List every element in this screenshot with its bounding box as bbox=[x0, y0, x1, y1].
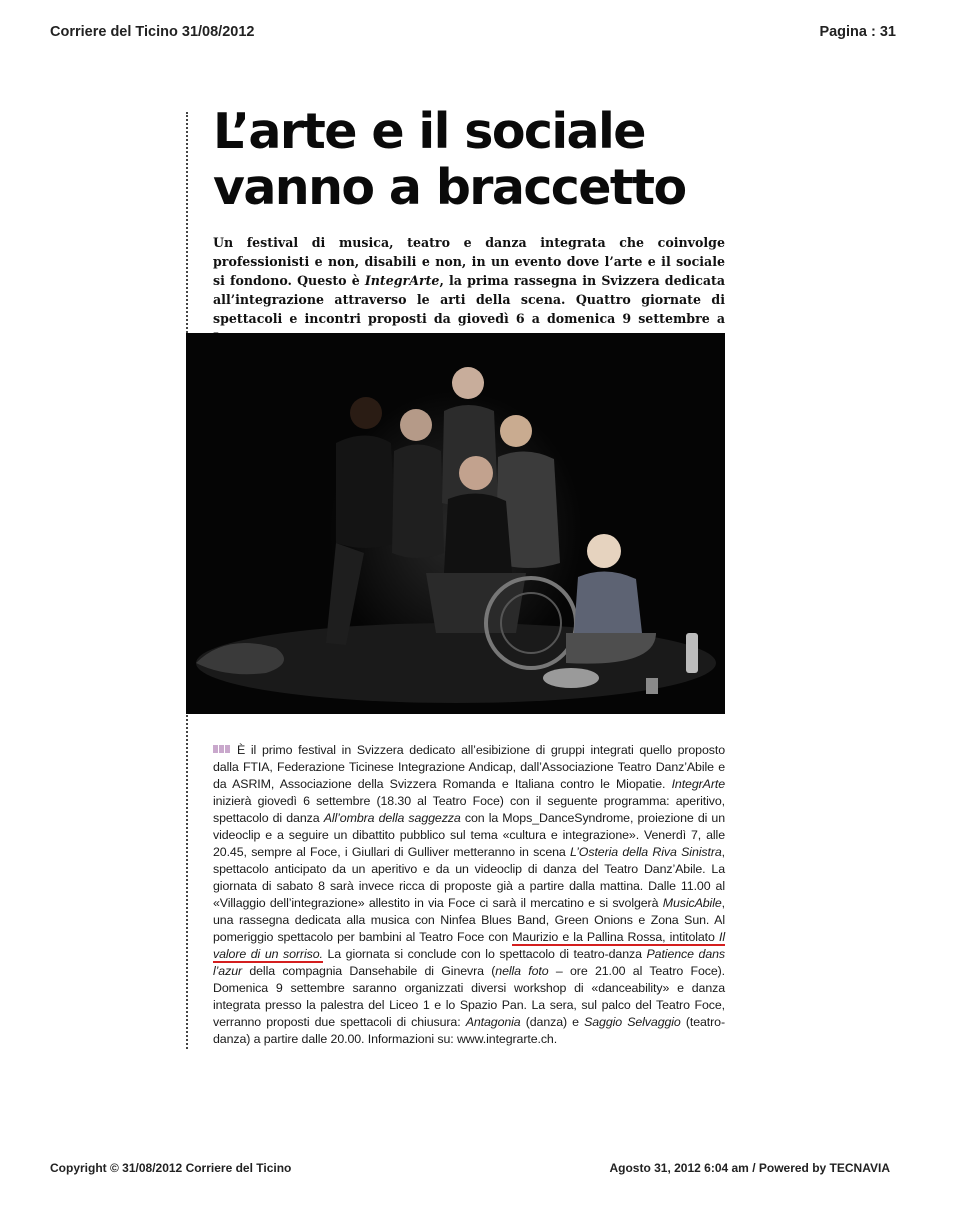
body-p1: È il primo festival in Svizzera dedicato all’esibizione di gruppi integrati quello proposto dalla FTIA, Federazione Ticinese Integrazione Andicap, dall’Associazione Teatro Danz’Abile e da ASRIM, Associazione della Svizzera Romanda e Italiana contro le Miopatie. bbox=[213, 743, 725, 791]
body-i3: L’Osteria della Riva Sinistra bbox=[570, 845, 722, 859]
newspaper-source: Corriere del Ticino 31/08/2012 bbox=[50, 24, 255, 40]
body-p3: con la Mops_DanceSyndrome, proiezione di un videoclip e a seguire un dibattito pubblico sul tema «cultura e integrazione». Venerdì 7, alle 20.45, sempre al Foce, i Giullari di Gulliver metteranno in scena bbox=[213, 811, 726, 859]
body-i8: Saggio Selvaggio bbox=[584, 1015, 681, 1029]
body-p7: della compagnia Dansehabile di Ginevra ( bbox=[242, 964, 496, 978]
article-lead bbox=[213, 233, 725, 347]
body-i7: Antagonia bbox=[465, 1015, 521, 1029]
body-p6: La giornata si conclude con lo spettacolo di teatro-danza bbox=[322, 947, 647, 961]
lead-text-1: Un festival di musica, teatro e danza integrata che coinvolge professionisti e non, disabili e non, in un evento dove l’arte e il sociale si fondono. Questo è bbox=[213, 235, 725, 288]
paragraph-marker-icon bbox=[213, 745, 231, 753]
body-i6: nella foto bbox=[495, 964, 549, 978]
body-p10: (teatro-danza) a partire dalle 20.00. Informazioni su: www.integrarte.ch. bbox=[213, 1015, 725, 1046]
dancers-on-stage-photo bbox=[186, 333, 725, 714]
body-i5: Patience dans l’azur bbox=[213, 947, 726, 978]
body-ui1: Il valore di un sorriso. bbox=[213, 930, 725, 961]
body-p2: inizierà giovedì 6 settembre (18.30 al Teatro Foce) con il seguente programma: aperitivo, spettacolo di danza bbox=[213, 794, 725, 825]
footer-timestamp: Agosto 31, 2012 6:04 am / Powered by TECNAVIA bbox=[609, 1161, 890, 1175]
lead-text-2: , la prima rassegna in Svizzera dedicata all’integrazione attraverso le arti della scena. Quattro giornate di spettacoli e incontri proposti da giovedì 6 a domenica 9 settembre a bbox=[213, 273, 725, 326]
article-headline bbox=[213, 104, 733, 216]
body-u1: Maurizio e la Pallina Rossa, intitolato bbox=[512, 930, 719, 944]
body-i2: All’ombra della saggezza bbox=[323, 811, 461, 825]
page-number: Pagina : 31 bbox=[819, 24, 896, 40]
lead-italic: IntegrArte bbox=[364, 273, 440, 288]
body-p4: , spettacolo anticipato da un aperitivo e da un videoclip di danza del Teatro Danz’Abile. La giornata di sabato 8 sarà invece ricca di proposte già a partire dalla mattina. Dalle 11.00 al «Villaggio dell’integrazione» allestito in via Foce ci sarà il mercatino e si svolgerà bbox=[213, 845, 726, 910]
body-p5: , una rassegna dedicata alla musica con Ninfea Blues Band, Green Onions e Zona Sun. Al pomeriggio spettacolo per bambini al Teatro Foce con bbox=[213, 896, 725, 944]
body-i4: MusicAbile bbox=[662, 896, 722, 910]
headline-line-2: vanno a braccetto bbox=[213, 159, 686, 216]
body-p8: – ore 21.00 al Teatro Foce). Domenica 9 settembre saranno organizzati diversi workshop di «danceability» e danza integrata presso la palestra del Liceo 1 e lo Spazio Pan. La sera, sul palco del Teatro Foce, verranno proposti due spettacoli di chiusura: bbox=[213, 964, 725, 1029]
body-i1: IntegrArte bbox=[671, 777, 725, 791]
article-body bbox=[213, 742, 725, 1048]
footer-copyright: Copyright © 31/08/2012 Corriere del Ticino bbox=[50, 1161, 292, 1175]
body-p9: (danza) e bbox=[520, 1015, 585, 1029]
headline-line-1: L’arte e il sociale bbox=[213, 103, 645, 160]
